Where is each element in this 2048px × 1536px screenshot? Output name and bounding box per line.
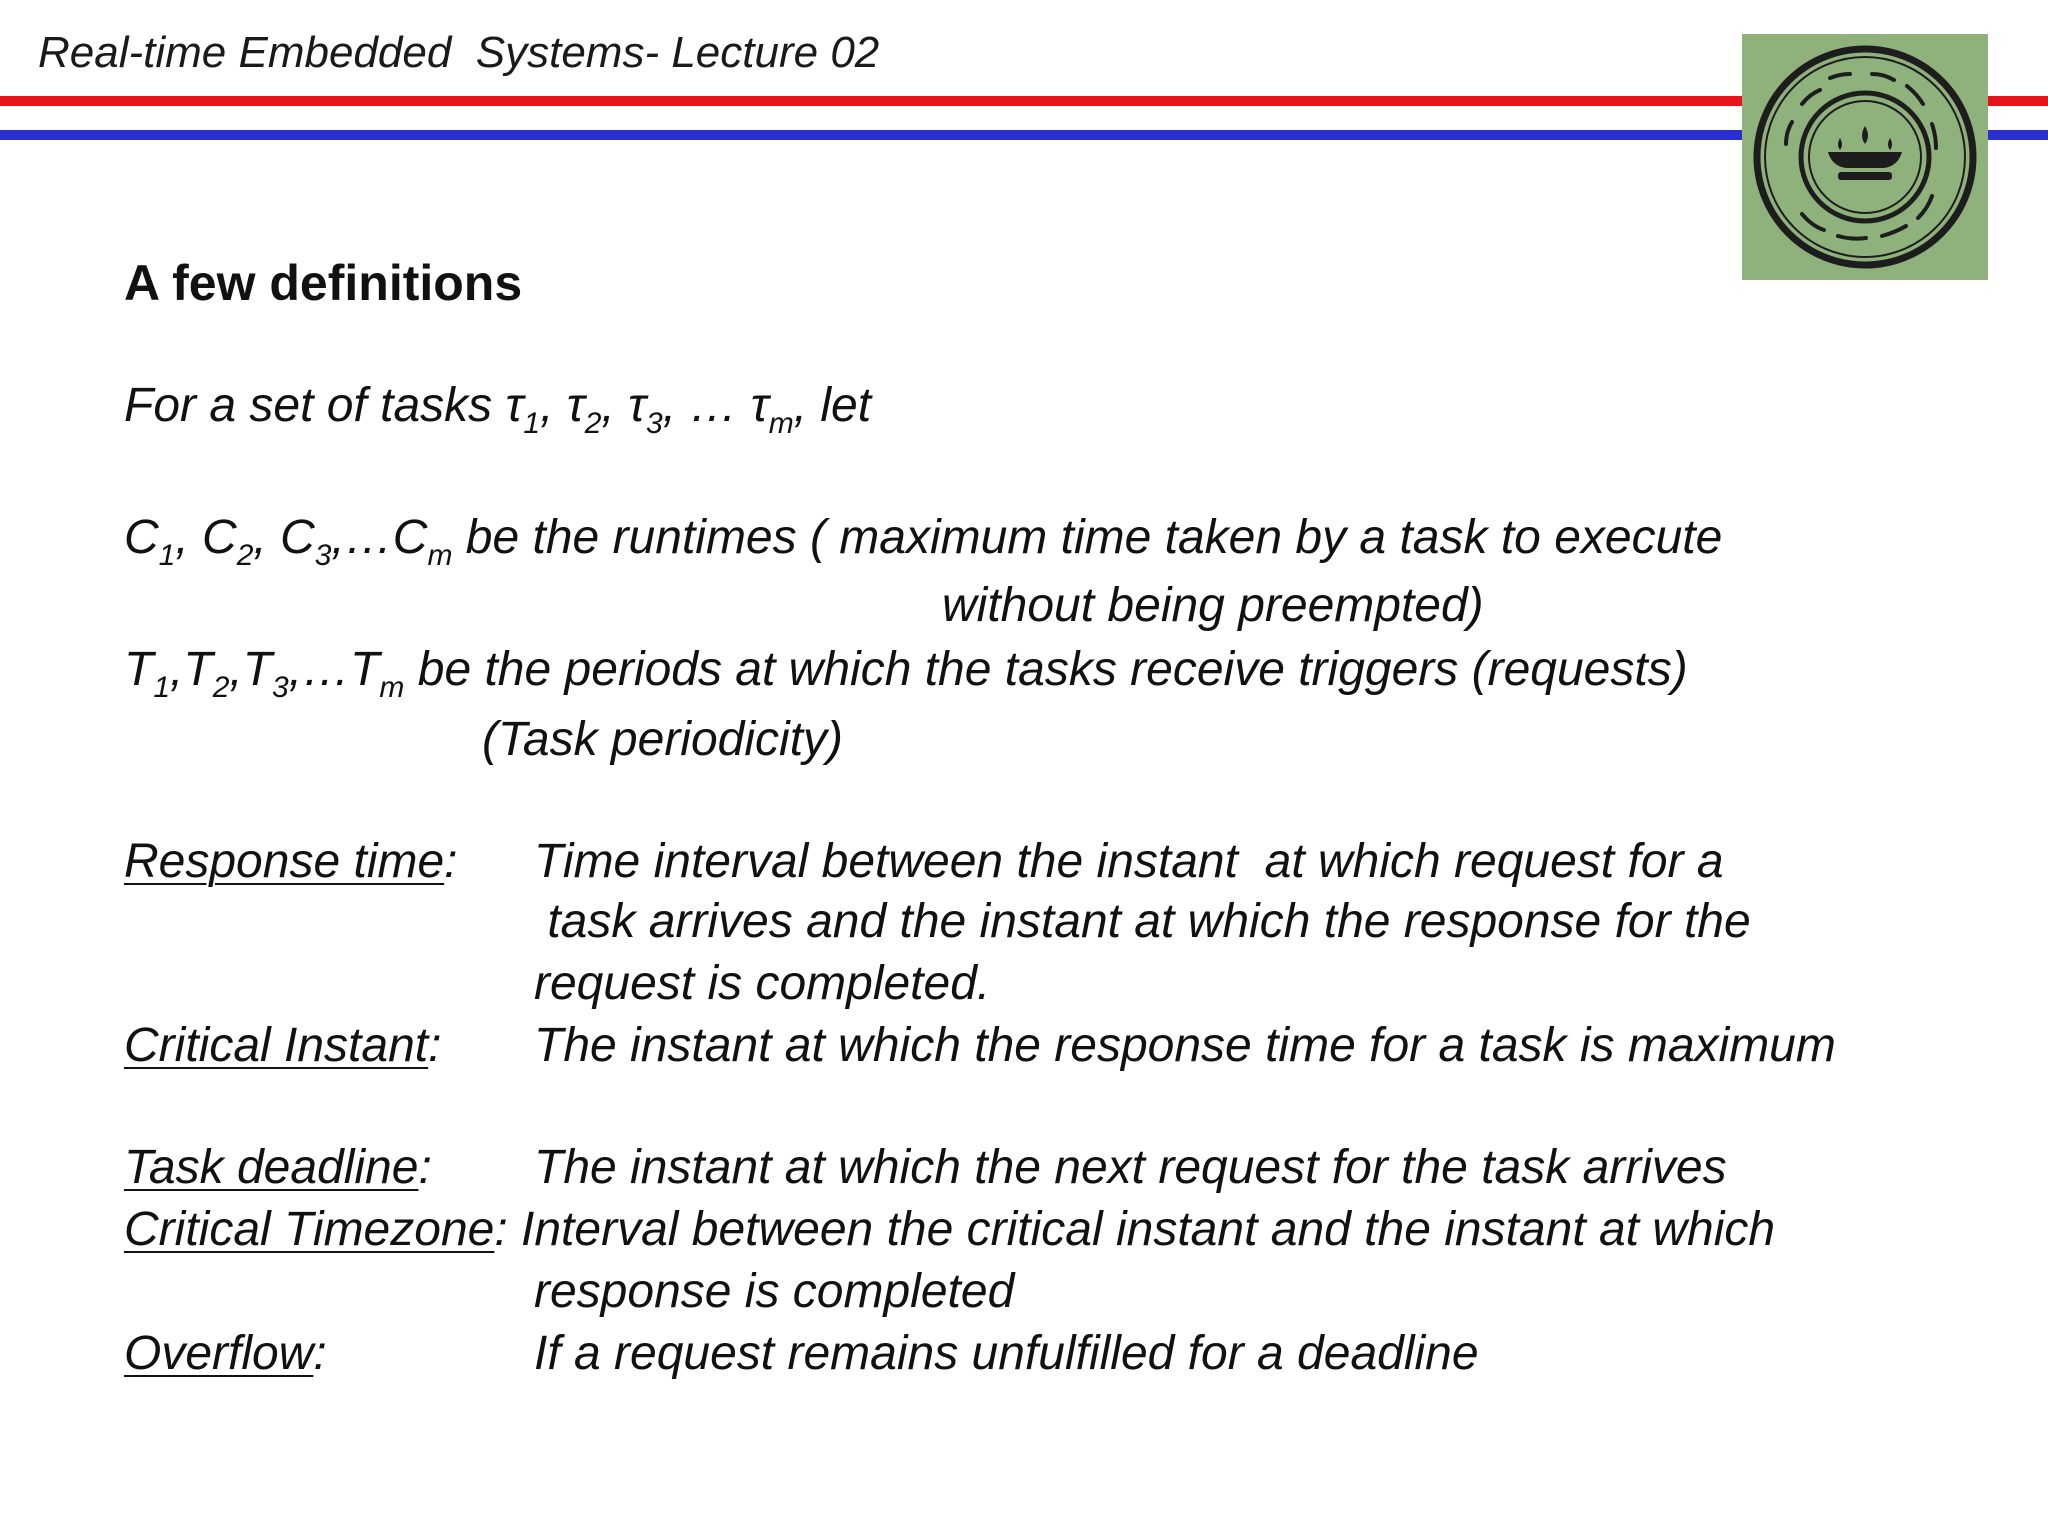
university-seal-icon	[1742, 34, 1988, 280]
runtimes-continuation: without being preempted)	[942, 579, 1484, 632]
definition-term-task-deadline	[124, 1140, 432, 1195]
t-m: T	[350, 643, 380, 696]
periods-text: be the periods at which the tasks receive triggers (requests)	[404, 643, 1688, 696]
tasks-prefix: For a set of tasks	[124, 379, 506, 432]
periods-continuation: (Task periodicity)	[482, 713, 844, 766]
tau-3-subscript: 3	[646, 407, 663, 440]
response-time-colon: :	[444, 835, 458, 888]
task-deadline-colon: :	[418, 1141, 432, 1194]
tau-m-subscript: m	[768, 407, 794, 440]
tasks-sep-1: ,	[540, 379, 567, 432]
critical-timezone-definition-line-1: Interval between the critical instant and the instant at which	[507, 1203, 1776, 1256]
critical-instant-term: Critical Instant	[124, 1019, 429, 1072]
task-deadline-term: Task deadline	[124, 1141, 419, 1194]
c-1-subscript: 1	[158, 539, 176, 572]
c-3: C	[280, 511, 315, 564]
c-m-subscript: m	[427, 539, 453, 572]
overflow-definition: If a request remains unfulfilled for a deadline	[534, 1327, 1479, 1380]
runtimes-text: be the runtimes ( maximum time taken by a task to execute	[452, 511, 1723, 564]
response-time-term: Response time	[124, 835, 445, 888]
definition-term-response-time	[124, 834, 458, 889]
tau-2: τ	[566, 379, 585, 432]
header-rule-blue	[0, 130, 2048, 140]
tau-1: τ	[505, 379, 524, 432]
response-time-definition-line-2: task arrives and the instant at which the response for the	[534, 895, 1751, 948]
tasks-sep-3: , …	[662, 379, 751, 432]
critical-timezone-colon: :	[494, 1203, 508, 1256]
response-time-definition-line-1: Time interval between the instant at which request for a	[534, 835, 1724, 888]
c-2: C	[202, 511, 237, 564]
periods-sep-2: ,	[229, 643, 243, 696]
runtimes-sep-2: ,	[253, 511, 281, 564]
periods-line	[124, 642, 1688, 704]
tau-2-subscript: 2	[584, 407, 602, 440]
t-3: T	[242, 643, 273, 696]
definition-term-critical-instant	[124, 1018, 441, 1073]
critical-instant-colon: :	[428, 1019, 442, 1072]
periods-sep-1: ,	[170, 643, 184, 696]
critical-instant-definition: The instant at which the response time for a task is maximum	[534, 1019, 1836, 1072]
periods-sep-3: ,…	[288, 643, 351, 696]
lecture-header-title: Real-time Embedded Systems- Lecture 02	[38, 28, 880, 77]
definition-term-critical-timezone	[124, 1202, 1775, 1257]
t-2-subscript: 2	[212, 671, 230, 704]
t-1-subscript: 1	[153, 671, 171, 704]
runtimes-sep-1: ,	[175, 511, 203, 564]
runtimes-sep-3: ,…	[331, 511, 393, 564]
tau-3: τ	[628, 379, 647, 432]
critical-timezone-term: Critical Timezone	[124, 1203, 495, 1256]
header-rule-gap	[0, 106, 2048, 120]
section-heading: A few definitions	[124, 255, 523, 311]
critical-timezone-definition-line-2: response is completed	[534, 1265, 1015, 1318]
c-m: C	[392, 511, 428, 564]
t-2: T	[183, 643, 213, 696]
t-m-subscript: m	[379, 671, 405, 704]
overflow-term: Overflow	[124, 1327, 314, 1380]
runtimes-line	[124, 510, 1723, 572]
response-time-definition-line-3: request is completed.	[534, 957, 991, 1010]
definition-term-overflow	[124, 1326, 327, 1381]
c-2-subscript: 2	[236, 539, 254, 572]
c-3-subscript: 3	[314, 539, 332, 572]
tasks-sep-2: ,	[601, 379, 629, 432]
t-1: T	[124, 643, 154, 696]
task-deadline-definition: The instant at which the next request for the task arrives	[534, 1141, 1727, 1194]
t-3-subscript: 3	[272, 671, 289, 704]
tasks-line	[124, 378, 872, 440]
tau-m: τ	[750, 379, 769, 432]
header-rule-red	[0, 96, 2048, 106]
tau-1-subscript: 1	[523, 407, 541, 440]
tasks-suffix: , let	[793, 379, 872, 432]
c-1: C	[124, 511, 159, 564]
overflow-colon: :	[313, 1327, 327, 1380]
